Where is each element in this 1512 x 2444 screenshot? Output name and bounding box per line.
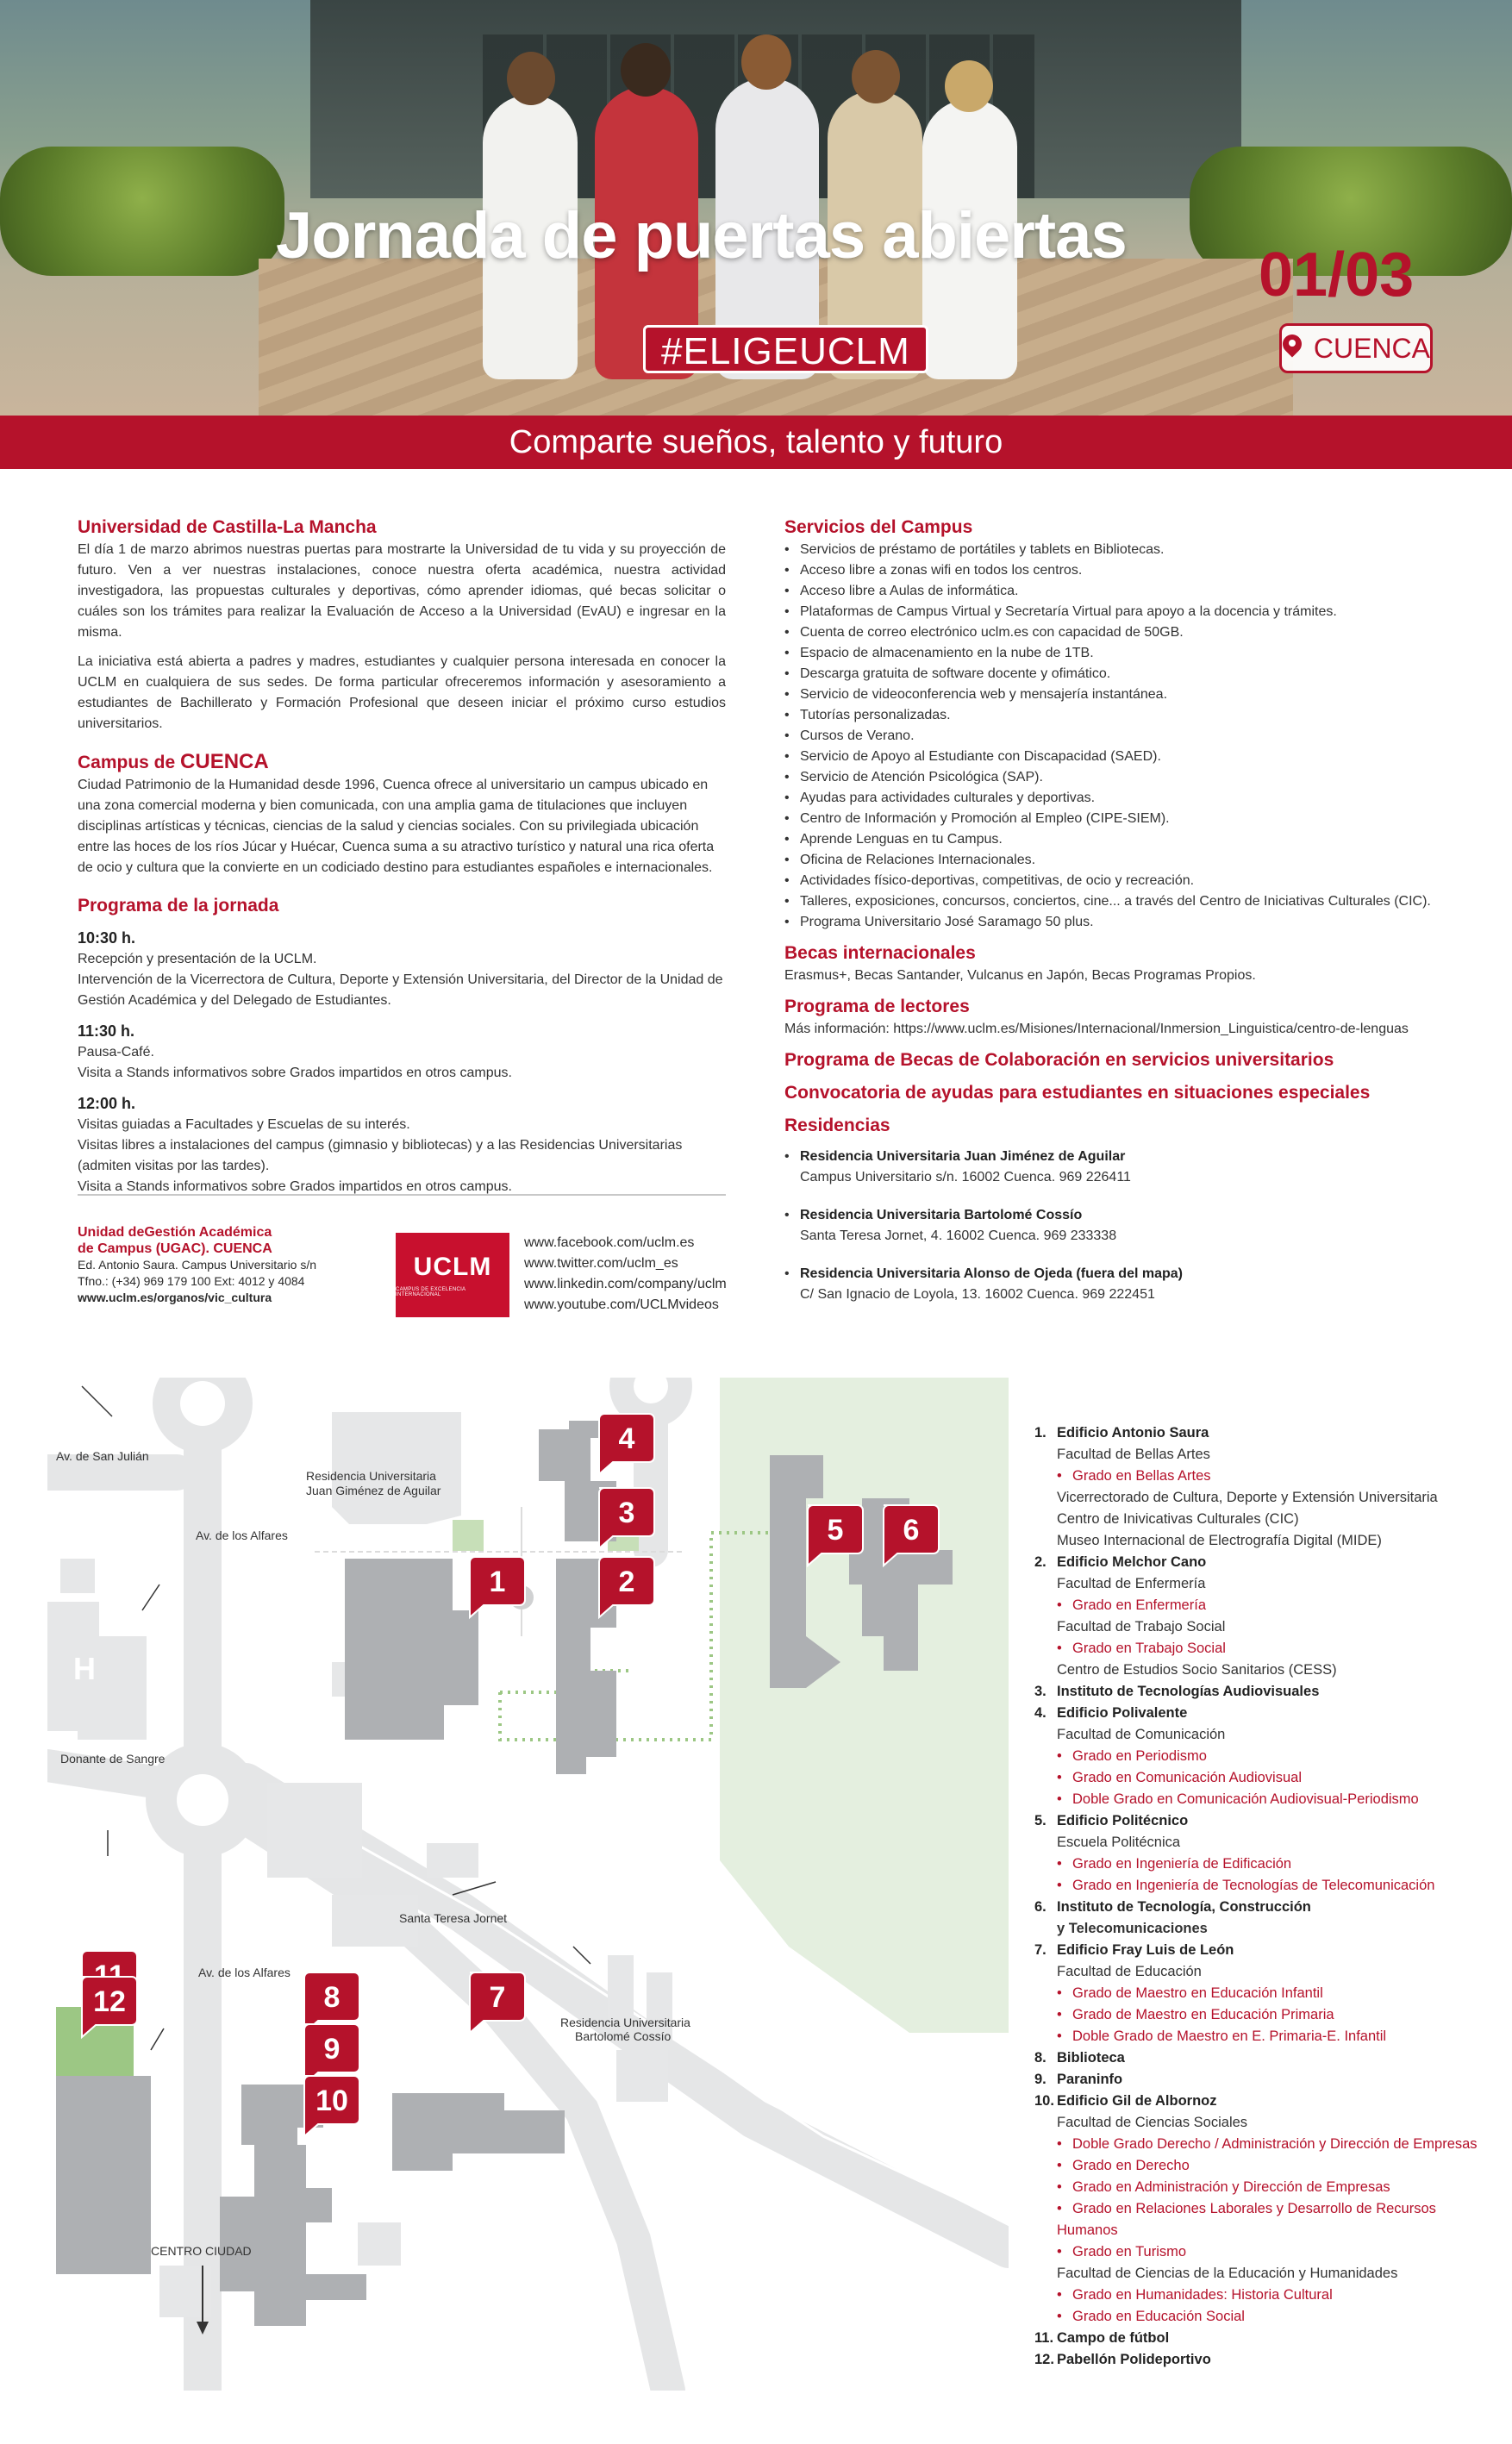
social-links [524, 1233, 731, 1316]
bullet-icon: • [1057, 1791, 1062, 1807]
facebook-link[interactable]: www.facebook.com/uclm.es [524, 1235, 695, 1250]
label-santa-teresa: Santa Teresa Jornet [399, 1911, 508, 1925]
campus-heading [78, 750, 726, 775]
hero-banner [0, 0, 1512, 416]
logo-subtitle: CAMPUS DE EXCELENCIA INTERNACIONAL [396, 1287, 466, 1297]
legend-entry [1034, 2069, 1483, 2091]
label-residencia-aguilar: Juan Giménez de Aguilar [306, 1484, 441, 1497]
legend-entry [1034, 1681, 1483, 1703]
servicio-item: • Actividades físico-deportivas, competitivas, de ocio y recreación. [784, 871, 1440, 891]
marker-number: 6 [903, 1514, 920, 1547]
slot-line: Visita a Stands informativos sobre Grados impartidos en otros campus. [78, 1179, 512, 1194]
legend-degree: • Grado de Maestro en Educación Infantil [1034, 1983, 1483, 2004]
slot-line: Visitas guiadas a Facultades y Escuelas de su interés. [78, 1117, 410, 1132]
intro-paragraph: La iniciativa está abierta a padres y madres, estudiantes y cualquier persona interesada en conocer la UCLM en cualquiera de sus sedes. De forma particular ofreceremos información y asesoramiento a estudiantes de Bachillerato y Formación Profesional que deseen iniciar el próximo curso estudios universitarios. [78, 654, 726, 731]
legend-faculty: Facultad de Bellas Artes [1057, 1447, 1210, 1462]
location-label: CUENCA [1313, 332, 1430, 364]
servicio-item: • Servicio de Atención Psicológica (SAP). [784, 767, 1440, 788]
bullet-icon: • [1057, 2179, 1062, 2195]
legend-title-text: y Telecomunicaciones [1057, 1921, 1208, 1936]
legend-degree: • Grado en Trabajo Social [1034, 1638, 1483, 1660]
servicio-item: • Oficina de Relaciones Internacionales. [784, 850, 1440, 871]
legend-faculty: Facultad de Ciencias de la Educación y Humanidades [1057, 2266, 1398, 2281]
residencia-address: Campus Universitario s/n. 16002 Cuenca. 969 226411 [800, 1170, 1131, 1184]
residencia-name: Residencia Universitaria Alonso de Ojeda (fuera del mapa) [800, 1266, 1183, 1281]
programa-heading: Programa de la jornada [78, 896, 279, 916]
bullet-icon: • [1057, 2158, 1062, 2173]
residencia-name: Residencia Universitaria Bartolomé Cossío [800, 1208, 1083, 1222]
legend-entry [1034, 1940, 1483, 2047]
bullet-icon: • [1057, 2244, 1062, 2260]
legend-faculty: Centro de Inivicativas Culturales (CIC) [1057, 1511, 1299, 1527]
servicio-item: • Programa Universitario José Saramago 50 plus. [784, 912, 1440, 933]
bullet-icon: • [1057, 1748, 1062, 1764]
slot-time: 10:30 h. [78, 929, 136, 947]
slot-line: Visitas libres a instalaciones del campus (gimnasio y bibliotecas) y a las Residencias Universitarias (admiten visitas por las tardes). [78, 1138, 683, 1173]
lectores-heading: Programa de lectores [784, 997, 970, 1016]
residencias-heading: Residencias [784, 1116, 890, 1135]
legend-faculty: Escuela Politécnica [1057, 1835, 1181, 1850]
servicios-list [784, 540, 1440, 933]
servicio-item: • Cuenta de correo electrónico uclm.es con capacidad de 50GB. [784, 622, 1440, 643]
label-residencia-cossio: Bartolomé Cossío [575, 2029, 672, 2043]
slot-line: Pausa-Café. [78, 1045, 154, 1059]
servicio-item: • Aprende Lenguas en tu Campus. [784, 829, 1440, 850]
legend-degree: • Doble Grado Derecho / Administración y Dirección de Empresas [1034, 2134, 1483, 2155]
residencia-name: Residencia Universitaria Juan Jiménez de Aguilar [800, 1149, 1126, 1164]
legend-title-text: Edificio Melchor Cano [1057, 1554, 1207, 1570]
servicio-item: • Servicio de videoconferencia web y mensajería instantánea. [784, 684, 1440, 705]
legend-number: 11. [1034, 2330, 1054, 2346]
label-donante: Donante de Sangre [60, 1752, 166, 1766]
programa-slot [78, 1020, 726, 1084]
legend-title-text: Instituto de Tecnología, Construcción [1057, 1899, 1311, 1915]
lectores-text: Más información: https://www.uclm.es/Misiones/Internacional/Inmersion_Linguistica/centro-de-lenguas [784, 1022, 1409, 1036]
legend-faculty: Facultad de Educación [1057, 1964, 1202, 1979]
legend-number: 1. [1034, 1425, 1047, 1441]
hospital-icon: H [73, 1651, 96, 1686]
legend-faculty: Centro de Estudios Socio Sanitarios (CESS) [1057, 1662, 1337, 1678]
slot-line: Visita a Stands informativos sobre Grados impartidos en otros campus. [78, 1066, 512, 1080]
marker-number: 5 [827, 1514, 844, 1547]
legend-number: 6. [1034, 1899, 1047, 1915]
twitter-link[interactable]: www.twitter.com/uclm_es [524, 1256, 678, 1271]
slot-time: 11:30 h. [78, 1022, 135, 1040]
legend-faculty: Facultad de Trabajo Social [1057, 1619, 1226, 1635]
bullet-icon: • [1057, 2028, 1062, 2044]
legend-building-title [1034, 1422, 1483, 1444]
marker-number: 2 [618, 1566, 635, 1598]
legend-degree: • Grado en Turismo [1034, 2241, 1483, 2263]
field [453, 1520, 484, 1551]
legend-number: 7. [1034, 1942, 1047, 1958]
label-av-alfares: Av. de los Alfares [196, 1528, 288, 1542]
servicio-item: • Acceso libre a Aulas de informática. [784, 581, 1440, 602]
servicio-item: • Acceso libre a zonas wifi en todos los centros. [784, 560, 1440, 581]
bullet-icon: • [1057, 1468, 1062, 1484]
legend-degree: • Doble Grado de Maestro en E. Primaria-E. Infantil [1034, 2026, 1483, 2047]
legend-degree: • Grado en Enfermería [1034, 1595, 1483, 1616]
hero-title: Jornada de puertas abiertas [276, 199, 1127, 272]
legend-title-text: Edificio Gil de Albornoz [1057, 2093, 1217, 2109]
bullet-icon: • [1057, 1856, 1062, 1872]
campus-heading-prefix: Campus de [78, 753, 181, 772]
legend-building-title [1034, 2091, 1483, 2112]
label-centro-ciudad: CENTRO CIUDAD [151, 2244, 252, 2258]
legend-title-text: Paraninfo [1057, 2072, 1123, 2087]
legend-faculty: Vicerrectorado de Cultura, Deporte y Extensión Universitaria [1057, 1490, 1438, 1505]
bullet-icon: • [1057, 2007, 1062, 2022]
legend-number: 4. [1034, 1705, 1047, 1721]
legend-entry [1034, 2091, 1483, 2328]
bullet-icon: • [1057, 2287, 1062, 2303]
contact-block [78, 1224, 336, 1306]
legend-entry [1034, 1422, 1483, 1552]
slot-time: 12:00 h. [78, 1095, 136, 1112]
ayudas-heading: Convocatoria de ayudas para estudiantes en situaciones especiales [784, 1083, 1371, 1103]
legend-degree: • Grado en Administración y Dirección de Empresas [1034, 2177, 1483, 2198]
tagline-banner: Comparte sueños, talento y futuro [0, 416, 1512, 469]
legend-building-title [1034, 2047, 1483, 2069]
slot-line: Intervención de la Vicerrectora de Cultura, Deporte y Extensión Universitaria, del Director de la Unidad de Gestión Académica y del Delegado de Estudiantes. [78, 972, 723, 1008]
legend-title-text: Edificio Politécnico [1057, 1813, 1189, 1828]
contact-unit: Unidad deGestión Académica [78, 1225, 272, 1240]
becas-heading: Becas internacionales [784, 943, 976, 963]
legend-entry [1034, 2328, 1483, 2349]
legend-degree: • Grado en Derecho [1034, 2155, 1483, 2177]
servicio-item: • Centro de Información y Promoción al Empleo (CIPE-SIEM). [784, 809, 1440, 829]
servicio-item: • Servicios de préstamo de portátiles y tablets en Bibliotecas. [784, 540, 1440, 560]
label-residencia-aguilar: Residencia Universitaria [306, 1469, 436, 1483]
legend-building-title [1034, 1940, 1483, 1961]
campus-paragraph: Ciudad Patrimonio de la Humanidad desde 1996, Cuenca ofrece al universitario un campus ubicado en una zona comercial moderna y bien comunicada, con una amplia gama de titulaciones que incluyen disciplinas artísticas y técnicas, ciencias de la salud y ciencias sociales. Con su privilegiada ubicación entre las hoces de los ríos Júcar y Huécar, Cuenca suma a su atractivo turístico y natural una rica oferta de ocio y cultura que la convierte en un codiciado destino para estudiantes españoles e internacionales. [78, 778, 715, 875]
legend-degree: • Grado de Maestro en Educación Primaria [1034, 2004, 1483, 2026]
campus-map [47, 1378, 1009, 2391]
hero-hedge [0, 147, 284, 276]
legend-building-title [1034, 2328, 1483, 2349]
intro-paragraph: El día 1 de marzo abrimos nuestras puertas para mostrarte la Universidad de tu vida y su proyección de futuro. Ven a ver nuestras instalaciones, conoce nuestra oferta académica, nuestra actividad investigadora, las propuestas culturales y deportivas, cómo aprender idiomas, qué becas solicitar o cuáles son los trámites para realizar la Evaluación de Acceso a la Universidad (EvAU) e ingresar en la misma. [78, 542, 726, 640]
legend-faculty: Facultad de Ciencias Sociales [1057, 2115, 1248, 2130]
legend-degree: • Doble Grado en Comunicación Audiovisual-Periodismo [1034, 1789, 1483, 1810]
divider [78, 1194, 726, 1196]
programa-slot [78, 927, 726, 1011]
marker-number: 9 [323, 2033, 341, 2066]
label-residencia-cossio: Residencia Universitaria [560, 2016, 690, 2029]
legend-faculty: Facultad de Comunicación [1057, 1727, 1226, 1742]
legend-building-title [1034, 1552, 1483, 1573]
legend-title-text: Pabellón Polideportivo [1057, 2352, 1211, 2367]
residencia-item [784, 1147, 1440, 1188]
contact-phone: Tfno.: (+34) 969 179 100 Ext: 4012 y 4084 [78, 1274, 305, 1288]
legend-degree: • Grado en Humanidades: Historia Cultural [1034, 2285, 1483, 2306]
intro-heading: Universidad de Castilla-La Mancha [78, 517, 377, 537]
residencia-item [784, 1264, 1440, 1305]
legend-title-text: Campo de fútbol [1057, 2330, 1170, 2346]
legend-entry [1034, 1703, 1483, 1810]
youtube-link[interactable]: www.youtube.com/UCLMvideos [524, 1297, 719, 1312]
programa-slot [78, 1092, 726, 1197]
bullet-icon: • [1057, 2309, 1062, 2324]
legend-degree: • Grado en Educación Social [1034, 2306, 1483, 2328]
location-badge [1279, 323, 1433, 373]
legend-faculty: Museo Internacional de Electrografía Digital (MIDE) [1057, 1533, 1382, 1548]
legend-number: 5. [1034, 1813, 1047, 1828]
residencia-address: C/ San Ignacio de Loyola, 13. 16002 Cuenca. 969 222451 [800, 1287, 1155, 1302]
legend-degree: • Grado en Comunicación Audiovisual [1034, 1767, 1483, 1789]
marker-number: 8 [323, 1981, 341, 2014]
legend-entry [1034, 1897, 1483, 1940]
legend-degree: • Grado en Periodismo [1034, 1746, 1483, 1767]
bullet-icon: • [1057, 2201, 1062, 2216]
marker-number: 1 [489, 1566, 506, 1598]
legend-degree: • Grado en Ingeniería de Edificación [1034, 1853, 1483, 1875]
contact-address: Ed. Antonio Saura. Campus Universitario s/n [78, 1258, 317, 1272]
legend-degree: • Grado en Bellas Artes [1034, 1466, 1483, 1487]
bullet-icon: • [1057, 1985, 1062, 2001]
servicio-item: • Ayudas para actividades culturales y deportivas. [784, 788, 1440, 809]
servicio-item: • Descarga gratuita de software docente y ofimático. [784, 664, 1440, 684]
uclm-logo [396, 1233, 509, 1317]
bullet-icon: • [1057, 1597, 1062, 1613]
legend-title-text: Edificio Fray Luis de León [1057, 1942, 1234, 1958]
legend-title-text: Instituto de Tecnologías Audiovisuales [1057, 1684, 1320, 1699]
bullet-icon: • [1057, 1641, 1062, 1656]
marker-number: 3 [618, 1497, 635, 1529]
bullet-icon: • [1057, 1878, 1062, 1893]
contact-web-link[interactable]: www.uclm.es/organos/vic_cultura [78, 1291, 272, 1304]
map-legend [1034, 1422, 1483, 2371]
servicio-item: • Tutorías personalizadas. [784, 705, 1440, 726]
map-pin-icon [1282, 334, 1302, 362]
left-column [78, 516, 726, 1197]
campus-heading-city: CUENCA [180, 750, 269, 773]
legend-title-text: Edificio Polivalente [1057, 1705, 1188, 1721]
legend-building-title [1034, 1897, 1483, 1918]
residencia-item [784, 1205, 1440, 1247]
servicio-item: • Plataformas de Campus Virtual y Secretaría Virtual para apoyo a la docencia y trámites. [784, 602, 1440, 622]
legend-number: 9. [1034, 2072, 1047, 2087]
legend-building-title [1034, 1810, 1483, 1832]
bullet-icon: • [1057, 1770, 1062, 1785]
event-date: 01/03 [1259, 241, 1415, 309]
contact-unit: de Campus (UGAC). CUENCA [78, 1241, 272, 1256]
legend-entry [1034, 2047, 1483, 2069]
legend-number: 8. [1034, 2050, 1047, 2066]
legend-building-title [1034, 2349, 1483, 2371]
servicios-heading: Servicios del Campus [784, 517, 973, 537]
legend-title-text: Biblioteca [1057, 2050, 1125, 2066]
slot-line: Recepción y presentación de la UCLM. [78, 952, 317, 966]
legend-degree: • Grado en Relaciones Laborales y Desarrollo de Recursos Humanos [1034, 2198, 1483, 2241]
label-av-alfares: Av. de los Alfares [198, 1966, 291, 1979]
legend-number: 10. [1034, 2093, 1054, 2109]
legend-building-title [1034, 1703, 1483, 1724]
logo-text: UCLM [413, 1253, 492, 1281]
residencia-address: Santa Teresa Jornet, 4. 16002 Cuenca. 969 233338 [800, 1228, 1117, 1243]
legend-entry [1034, 2349, 1483, 2371]
becas-text: Erasmus+, Becas Santander, Vulcanus en Japón, Becas Programas Propios. [784, 968, 1256, 983]
servicio-item: • Talleres, exposiciones, concursos, conciertos, cine... a través del Centro de Iniciativas Culturales (CIC). [784, 891, 1440, 912]
sports-pavilion [56, 2076, 151, 2274]
servicio-item: • Servicio de Apoyo al Estudiante con Discapacidad (SAED). [784, 747, 1440, 767]
label-av-san-julian: Av. de San Julián [56, 1449, 149, 1463]
legend-number: 12. [1034, 2352, 1054, 2367]
marker-number: 4 [618, 1422, 635, 1455]
servicio-item: • Cursos de Verano. [784, 726, 1440, 747]
legend-faculty: Facultad de Enfermería [1057, 1576, 1206, 1591]
legend-number: 3. [1034, 1684, 1047, 1699]
legend-building-title [1034, 2069, 1483, 2091]
bullet-icon: • [1057, 2136, 1062, 2152]
marker-number: 10 [316, 2085, 348, 2117]
legend-degree: • Grado en Ingeniería de Tecnologías de Telecomunicación [1034, 1875, 1483, 1897]
marker-number: 12 [93, 1985, 126, 2018]
legend-entry [1034, 1552, 1483, 1681]
right-column [784, 516, 1440, 1322]
legend-entry [1034, 1810, 1483, 1897]
linkedin-link[interactable]: www.linkedin.com/company/uclm [524, 1277, 727, 1291]
legend-number: 2. [1034, 1554, 1047, 1570]
servicio-item: • Espacio de almacenamiento en la nube de 1TB. [784, 643, 1440, 664]
marker-number: 7 [489, 1981, 506, 2014]
legend-title-text: Edificio Antonio Saura [1057, 1425, 1209, 1441]
hashtag-badge: #ELIGEUCLM [643, 325, 928, 373]
legend-building-title [1034, 1681, 1483, 1703]
colaboracion-heading: Programa de Becas de Colaboración en servicios universitarios [784, 1050, 1334, 1070]
